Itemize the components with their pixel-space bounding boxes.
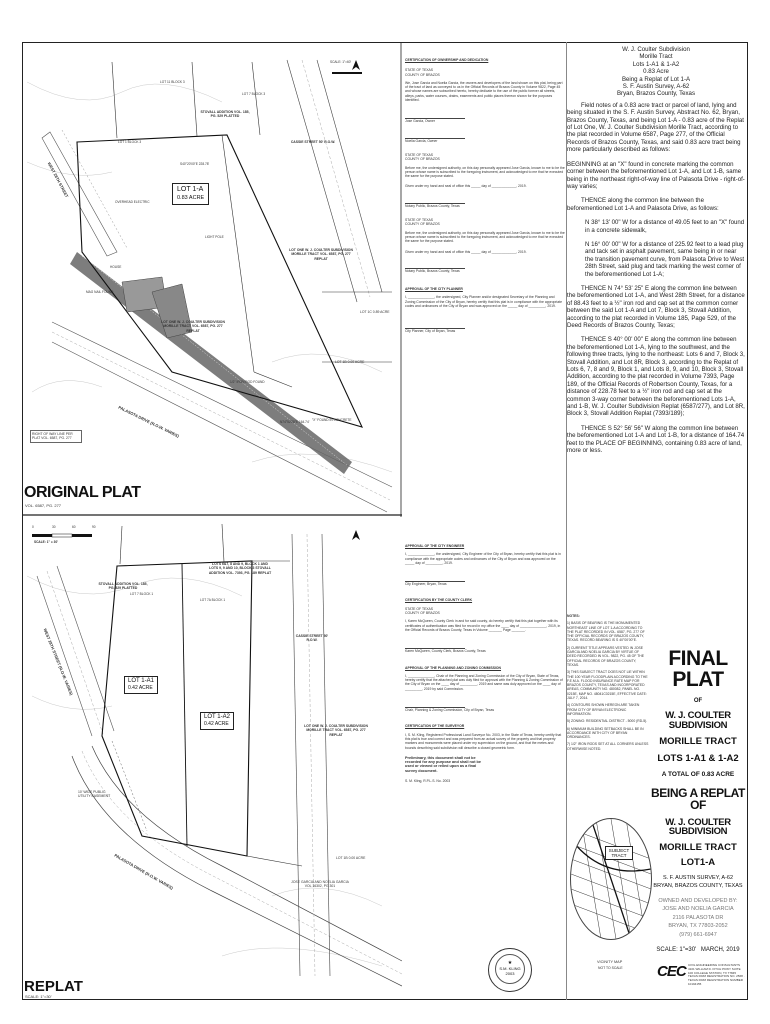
- owner-sig-1: Jose Garcia, Owner: [405, 119, 435, 124]
- notary2-given: Given under my hand and seal of office this _____ day of _____________, 2019.: [405, 249, 527, 254]
- description-header-line: W. J. Coulter Subdivision: [622, 46, 690, 53]
- title-county: BRYAN, BRAZOS COUNTY, TEXAS: [653, 883, 743, 889]
- scale-bar-0: 0: [32, 525, 34, 529]
- description-paragraph: THENCE S 40° 00' 00" E along the common line between the beforementioned Lot 1-A, lying to the southwest, and the following three tracts, lying to the northeast: Lots 6 and 7, Block 3, Stovall Addition, and Lot 8R, Block 3, according to the Replat of Lots 6, 7, 8 and 9, Block 1, and Lots 8, 9, and 10, Block 3, Stovall Addition, according to the plat recorded in Volume 7393, Page 189, of the Official Records of Robertson County, Texas, for a distance of 228.78 feet to a ½" iron rod and cap set at the common 3-way corner between the beforementioned Lots 1-A, and 1-B, W. J. Coulter Subdivision Replat (6587/277), and Lot 8R, Block 3, Stovall Addition Replat (7393/189);: [567, 336, 745, 418]
- owner-addr-1: 2116 PALASOTA DR: [672, 914, 724, 921]
- replat-stovall-label: STOVALL ADDITION VOL. 185, PG. 529 PLATTED: [98, 582, 148, 591]
- vicinity-map-roads: [571, 819, 651, 939]
- notary-text: Before me, the undersigned authority, on this day personally appeared Jose Garcia, known to me to be the person whose name is subscribed to the foregoing instrument, and acknowledged to me that he executed the same for the purpose stated.: [405, 165, 565, 179]
- iron-rod-label: 1/2" IRON ROD FOUND: [230, 380, 265, 384]
- pzc-heading: APPROVAL OF THE PLANNING AND ZONING COMMISSION: [405, 665, 502, 670]
- lot-1a2-area: 0.42 ACRE: [204, 721, 229, 727]
- lot-1a1-area: 0.42 ACRE: [128, 685, 153, 691]
- certificates-column-lower: [405, 544, 565, 783]
- lot-1b-label: LOT 1B 0.00 ACRE: [335, 360, 365, 364]
- description-header-line: Being a Replat of Lot 1-A: [621, 75, 691, 83]
- original-plat-title: ORIGINAL PLAT: [24, 484, 141, 501]
- note-item: 4) CONTOURS SHOWN HEREON ARE TAKEN FROM CITY OF BRYAN ELECTRONIC INFORMATION.: [567, 703, 640, 716]
- seal-star-icon: ★: [507, 960, 513, 966]
- scale-bar-90: 90: [92, 525, 96, 529]
- notary2-county: COUNTY OF BRAZOS: [405, 222, 440, 227]
- lot-1a1-box: [124, 676, 158, 694]
- ohe-label: OVERHEAD ELECTRIC: [115, 200, 150, 204]
- garcia-label: JOSE GARCIA AND NOELIA GARCIA VOL 16302, PG 301: [291, 880, 349, 889]
- title-sub-4: MORILLE TRACT: [659, 841, 737, 853]
- engineer-text: I, ______________, the undersigned, City Engineer of the City of Bryan, hereby certify that this plat is in compliance with the appropriate codes and ordinances of the City of Bryan and was approved on the _____ day of _________, 2019.: [405, 552, 561, 565]
- replat-lot-1b-label: LOT 1B 0.00 ACRE: [336, 856, 366, 860]
- clerk-state: STATE OF TEXAS: [405, 606, 434, 611]
- title-sub-3: W. J. COULTER SUBDIVISION: [665, 816, 731, 837]
- description-paragraph: THENCE N 74° 53' 25" E along the common line between the beforementioned Lot 1-A, and West 28th Street, for a distance of 88.43 feet to a ½" iron rod and cap set at the common corner between the said Lot 1-A and Lot 7, Block 3, Stovall Addition, according to the plat recorded in Volume 185, Page 529, of the Deed Records of Brazos County, Texas;: [567, 284, 745, 329]
- note-item: 6) MINIMUM BUILDING SETBACKS SHALL BE IN ACCORDANCE WITH CITY OF BRYAN ORDINANCES.: [567, 726, 644, 740]
- clerk-text: I, Karen McQueen, County Clerk in and for said county, do hereby certify that this plat together with its certificates of authentication was filed for record in my office the ____ day of ______________, 2019, in the Official Records of Brazos County, Texas in Volume _______ Page _______.: [405, 619, 561, 632]
- replat-lot7a-label: LOT 7A BLOCK 1: [200, 598, 226, 602]
- lot-1a2-label: LOT 1-A2: [204, 714, 230, 720]
- lot-1a1-label: LOT 1-A1: [128, 678, 154, 684]
- owner-state: STATE OF TEXAS: [405, 68, 434, 73]
- notary2-sig: Notary Public, Brazos County, Texas: [405, 268, 460, 273]
- west-28th-label: WEST 28TH STREET: [46, 161, 70, 199]
- light-pole-label: LIGHT POLE: [205, 235, 224, 239]
- title-sub-2: MORILLE TRACT: [659, 736, 737, 747]
- description-paragraph: THENCE along the common line between the beforementioned Lot 1-A and Palasota Drive, as follows:: [567, 197, 719, 212]
- scale-bar-60: 60: [72, 525, 76, 529]
- preliminary-note: Preliminary, this document shall not be recorded for any purpose and shall not be used or viewed or relied upon as a final survey document.: [405, 755, 481, 773]
- seal-name: S.M. KLING: [499, 966, 521, 971]
- lot-one-label: LOT ONE W. J. COULTER SUBDIVISION MORILLE TRACT VOL. 6587, PG. 277 REPLAT: [289, 248, 353, 261]
- lot-1a2-box: [200, 712, 234, 730]
- scale-bar-30: 30: [52, 525, 56, 529]
- lot-1a-area: 0.83 ACRE: [177, 195, 205, 201]
- note-item: 2) CURRENT TITLE APPEARS VESTED IN JOSE GARCIA AND NOELIA GARCIA BY VIRTUE OF DEED RECORDED IN VOL. 9822, PG. 45 OF THE OFFICIAL RECORDS OF BRAZOS COUNTY, TEXAS.: [567, 645, 645, 667]
- surveyor-heading: CERTIFICATION OF THE SURVEYOR: [405, 724, 465, 729]
- lot7-block3-label: LOT 7 BLOCK 3: [242, 92, 266, 96]
- notary-given: Given under my hand and seal of office this _____ day of _____________, 2019.: [405, 184, 527, 189]
- original-plat-subtitle: VOL. 6587, PG. 277: [25, 503, 62, 508]
- metes-and-bounds: [567, 42, 745, 462]
- description-paragraph: N 38° 13' 00" W for a distance of 49.05 feet to an "X" found in a concrete sidewalk,: [585, 219, 745, 234]
- owner-heading: CERTIFICATION OF OWNERSHIP AND DEDICATION: [405, 58, 489, 62]
- notary2-text: Before me, the undersigned authority, on this day personally appeared Jose Garcia, known to me to be the person whose name is subscribed to the foregoing instrument, and acknowledged to me that he executed the same for the purpose stated.: [405, 230, 565, 244]
- title-block: [648, 648, 748, 953]
- title-scale: SCALE: 1"=30': [656, 947, 697, 953]
- title-lot: LOT1-A: [680, 857, 716, 868]
- notary-sig: Notary Public, Brazos County, Texas: [405, 203, 460, 208]
- owner-heading-tb: OWNED AND DEVELOPED BY:: [658, 897, 738, 904]
- title-of: OF: [693, 698, 703, 704]
- replat-title: REPLAT: [24, 978, 83, 995]
- replat-lots-label: LOTS 6&7, 8 AND 9, BLOCK 1 AND LOTS 9, 9 AND 10, BLOCK 3 STOVALL ADDITION VOL. 7393, PG. 189 REPLAT: [208, 562, 272, 575]
- note-item: 1) BASIS OF BEARING IS THE MONUMENTED NORTHEAST LINE OF LOT 1-A ACCORDING TO THE PLAT RECORDED IN VOL. 6587, PG. 277 OF THE OFFICIAL RECORDS OF BRAZOS COUNTY, TEXAS. RECORD BEARING IS S 40°00'00"E.: [567, 621, 645, 643]
- description-paragraph: Field notes of a 0.83 acre tract or parcel of land, lying and being situated in the S. F. Austin Survey, Abstract No. 62, Bryan, Brazos County, Texas, and being Lot 1-A - 0.83 acre of the Replat of Lot One, W. J. Coulter Subdivision Morille Tract, according to the plat recorded in Volume 6587, Page 277, of the Official Records of Brazos County, Texas, and said 0.83 acre tract being more particularly described as follows:: [567, 101, 744, 154]
- owner-name-tb: JOSE AND NOELIA GARCIA: [662, 906, 734, 912]
- seal-number: 2003: [505, 971, 515, 976]
- title-sub-1: W. J. COULTER SUBDIVISION: [665, 710, 731, 731]
- lot-1c-label: LOT 1C 0.89 ACRE: [360, 310, 390, 314]
- lot1-block3-label: LOT 1 BLOCK 3: [118, 140, 142, 144]
- vicinity-map-title: VICINITY MAP: [597, 960, 623, 964]
- replat-palasota-label: PALASOTA DRIVE (R.O.W. VARIES): [113, 852, 174, 891]
- cec-logo: CEC: [657, 963, 686, 980]
- title-lots: LOTS 1-A1 & 1-A2: [657, 752, 739, 764]
- cassie-label: CASSIE STREET 50' R.O.W.: [290, 140, 336, 144]
- cec-text: CIVIL ENGINEERING CONSULTANTS 4101 WILLIAM D. FITCH PKWY SUITE 100 COLLEGE STATION, TX 77845 TEXAS FIRM REGISTRATION NO. 2568 · TEXAS FIRM REGISTRATION NUMBER 10194155: [688, 963, 745, 986]
- distance-label-2: N74°52'28"E 164.74': [280, 420, 310, 424]
- clerk-county: COUNTY OF BRAZOS: [405, 611, 440, 616]
- pz-sig: City Planner, City of Bryan, Texas: [405, 329, 456, 334]
- note-item: 7) 1/2" IRON RODS SET AT ALL CORNERS UNLESS OTHERWISE NOTED.: [567, 742, 649, 751]
- stovall-label: STOVALL ADDITION VOL. 185, PG. 529 PLATTED: [200, 110, 250, 119]
- note-item: 5) ZONING: RESIDENTIAL DISTRICT - 5000 (RD-5).: [567, 719, 648, 724]
- owner-county: COUNTY OF BRAZOS: [405, 72, 440, 77]
- owner-phone: (979) 661-6947: [679, 931, 717, 938]
- description-header-line: Lots 1-A1 & 1-A2: [632, 60, 680, 68]
- house-label: HOUSE: [110, 265, 122, 269]
- owner-text: We, Jose Garcia and Noelia Garcia, the owners and developers of the land shown on this plat, being part of the tract of land as conveyed to us in the Official Records of Brazos County in Volume 9822, Page 45 and whose names are subscribed hereto, hereby dedicate to the use of the public forever all streets, alleys, parks, water courses, drains, easements and public places thereon shown for the purposes identified.: [405, 80, 563, 103]
- final-plat-title: FINAL PLAT: [668, 647, 728, 691]
- lot11-block3-label: LOT 11 BLOCK 3: [160, 80, 185, 84]
- notary-state: STATE OF TEXAS: [405, 152, 434, 157]
- notes-heading: NOTES:: [567, 614, 580, 618]
- description-header-line: S. F. Austin Survey, A-62: [622, 83, 690, 91]
- note-item: 3) THIS SUBJECT TRACT DOES NOT LIE WITHIN THE 100 YEAR FLOODPLAIN ACCORDING TO THE F.E.M.A. FLOOD INSURANCE RATE MAP FOR BRAZOS COUNTY, TEXAS AND INCORPORATED AREAS, COMMUNITY NO. 480082, PANEL NO. 0215E, MAP NO. 48041C0215E, EFFECTIVE DATE: JULY 7, 2014.: [567, 670, 648, 701]
- replat-subtitle: SCALE: 1"=30': [25, 994, 52, 999]
- clerk-heading: CERTIFICATION BY THE COUNTY CLERK: [405, 598, 473, 603]
- engineer-heading: APPROVAL OF THE CITY ENGINEER: [405, 544, 465, 548]
- row-note: RIGHT OF WAY LINE PER PLAT VOL. 6587, PG. 277: [30, 430, 82, 443]
- pzc-text: I, ______________, Chair of the Planning and Zoning Commission of the City of Bryan, State of Texas, hereby certify that the attached plat was duly filed for approval with the Planning & Zoning Commission of the City of Bryan on the ____ day of _________, 2019 and same was duly approved on the ____ day of _________, 2019 by said Commission.: [405, 673, 563, 691]
- original-scale-label: SCALE: 1"=60': [330, 60, 352, 64]
- lot-1a-label: LOT 1-A: [177, 186, 204, 193]
- engineer-sig: City Engineer, Bryan, Texas: [405, 582, 447, 587]
- description-header-line: Morille Tract: [639, 53, 673, 61]
- clerk-sig: Karen McQueen, County Clerk, Brazos County, Texas: [405, 649, 486, 654]
- notary2-state: STATE OF TEXAS: [405, 218, 434, 223]
- palasota-label: PALASOTA DRIVE (R.O.W. VARIES): [117, 404, 180, 439]
- pz-text: I, ______________, the undersigned, City Planner and/or designated Secretary of the Planning and Zoning Commission of the City of Bryan, hereby certify that this plat is in compliance with the appropriate codes and ordinances of the City of Bryan and was approved on the _____ day of _________, 2019.: [405, 295, 562, 309]
- utility-easement-label: 10' WIDE PUBLIC UTILITY EASEMENT: [78, 790, 111, 799]
- replat-drawing: [22, 516, 402, 1000]
- replat-west-28th-label: WEST 28TH STREET (R.O.W. VARIES): [42, 627, 75, 696]
- lot-one-label-2: LOT ONE W. J. COULTER SUBDIVISION MORILLE TRACT VOL. 6587, PG. 277 REPLAT: [161, 320, 225, 333]
- mag-nail-label: MAG NAIL FOUND: [86, 290, 114, 294]
- description-paragraph: N 16° 00' 00" W for a distance of 225.92 feet to a lead plug and tack set in asphalt pavement, same being in or near the transition pavement curve, from Palasota Drive to West 28th Street, said plug and tack marking the west corner of the beforementioned Lot 1-A;: [585, 240, 745, 278]
- distance-label-1: S40°20'00"E 228.78': [180, 162, 210, 166]
- subject-tract-label: SUBJECT TRACT: [605, 846, 633, 860]
- point-x-label: "X" FOUND IN CONCRETE: [312, 418, 352, 422]
- certificates-column: [405, 58, 565, 334]
- surveyor-text: I, S. M. Kling, Registered Professional Land Surveyor No. 2003, in the State of Texas, hereby certify that this plat is true and correct and was prepared from an actual survey of the property and that property markers and monuments were placed under my supervision on the ground, and that the metes and bounds describing said subdivision will describe a closed geometric form.: [405, 732, 562, 750]
- title-date: MARCH, 2019: [700, 947, 740, 953]
- replat-scale-label: SCALE: 1" = 30': [34, 540, 58, 544]
- description-header-line: Bryan, Brazos County, Texas: [616, 90, 695, 98]
- replat-cassie-label: CASSIE STREET 50' R.O.W.: [295, 634, 329, 643]
- description-paragraph: THENCE S 52° 56' 56" W along the common line between the beforementioned Lot 1-A and Lot 1-B, for a distance of 164.74 feet to the PLACE OF BEGINNING, containing 0.83 acre of land, more or less.: [567, 424, 745, 455]
- pzc-sig: Chair, Planning & Zoning Commission, City of Bryan, Texas: [405, 708, 495, 713]
- replat-lot-one-label: LOT ONE W. J. COULTER SUBDIVISION MORILLE TRACT VOL. 6587, PG. 277 REPLAT: [304, 724, 368, 737]
- notary-county: COUNTY OF BRAZOS: [405, 157, 440, 162]
- title-survey: S. F. AUSTIN SURVEY, A-62: [662, 874, 734, 881]
- title-total: A TOTAL OF 0.83 ACRE: [661, 771, 735, 778]
- description-header: [567, 46, 745, 98]
- owner-sig-2: Noelia Garcia, Owner: [405, 138, 438, 143]
- title-scale-date: [648, 947, 748, 953]
- description-paragraph: BEGINNING at an "X" found in concrete marking the common corner between the beforementioned Lot 1-A, and Lot 1-B, same being in the northeast right-of-way line of Palasota Drive - right-of-way varies;: [567, 160, 745, 190]
- title-being: BEING A REPLAT OF: [651, 785, 745, 812]
- description-header-line: 0.83 Acre: [643, 68, 669, 76]
- surveyor-seal: [488, 948, 532, 992]
- vicinity-map: [570, 818, 652, 940]
- lot-1a-box: [172, 183, 209, 205]
- replat-lot7-label: LOT 7 BLOCK 1: [130, 592, 154, 596]
- vicinity-map-scale: NOT TO SCALE: [598, 966, 623, 970]
- owner-addr-2: BRYAN, TX 77803-2052: [668, 923, 728, 929]
- pz-heading: APPROVAL OF THE CITY PLANNER: [405, 287, 463, 292]
- notes: [567, 614, 649, 751]
- surveyor-sig: S. M. Kling, R.P.L.S. No. 2003: [405, 779, 451, 784]
